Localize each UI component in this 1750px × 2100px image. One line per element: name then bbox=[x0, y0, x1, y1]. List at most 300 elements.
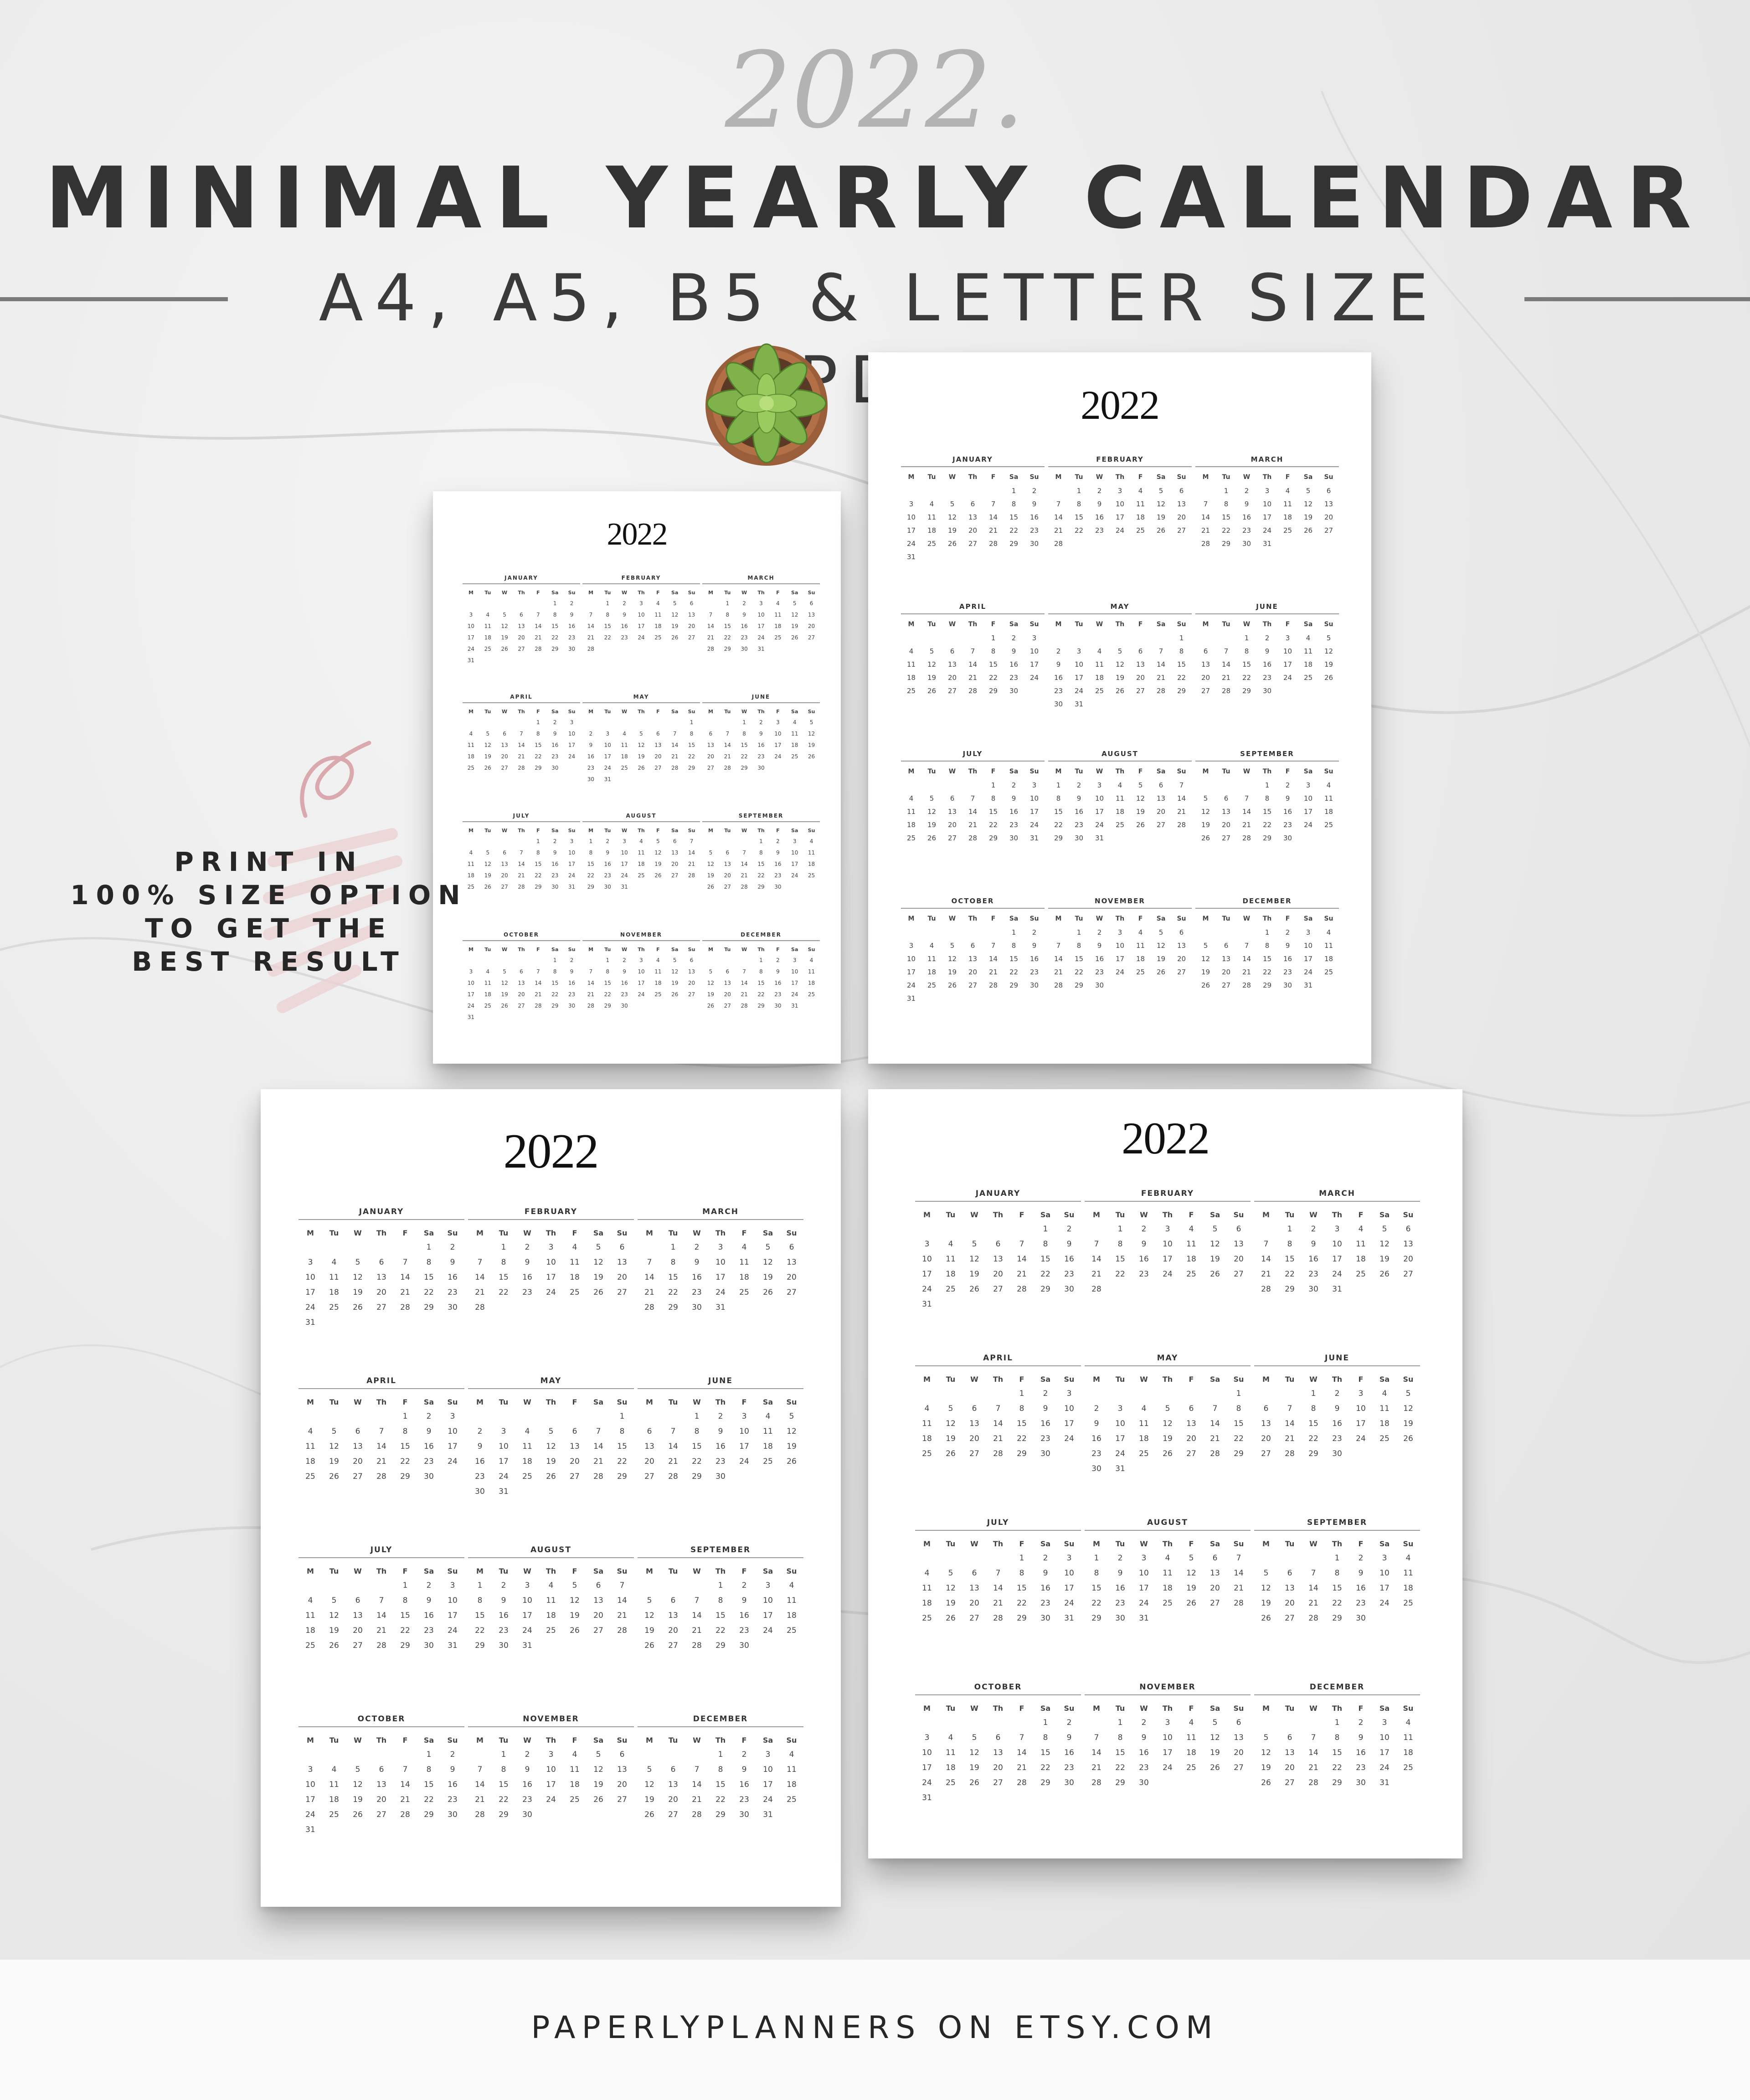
day-cell: 11 bbox=[654, 612, 662, 618]
day-cell: 4 bbox=[548, 1581, 554, 1590]
day-cell: 8 bbox=[553, 612, 557, 618]
weekday-header: Tu bbox=[604, 709, 611, 715]
weekday-header: F bbox=[402, 1736, 408, 1745]
day-cell: 17 bbox=[1064, 1584, 1074, 1593]
day-cell: 29 bbox=[604, 1003, 611, 1009]
day-cell: 5 bbox=[972, 1240, 977, 1249]
weekday-header: Su bbox=[808, 709, 815, 715]
day-cell: 26 bbox=[947, 540, 957, 548]
day-cell: 27 bbox=[969, 1614, 979, 1623]
weekday-header: Sa bbox=[1009, 474, 1019, 481]
day-cell: 26 bbox=[946, 1614, 956, 1623]
weekday-header: F bbox=[656, 590, 660, 596]
day-cell: 2 bbox=[1244, 487, 1249, 495]
day-cell: 30 bbox=[499, 1641, 509, 1650]
day-cell: 17 bbox=[715, 1273, 726, 1282]
weekday-header: Sa bbox=[593, 1229, 604, 1237]
day-cell: 27 bbox=[1221, 981, 1231, 989]
day-cell: 29 bbox=[988, 687, 998, 695]
day-cell: 18 bbox=[522, 1457, 532, 1466]
weekday-header: Su bbox=[1177, 768, 1186, 775]
day-cell: 26 bbox=[969, 1778, 979, 1787]
day-cell: 6 bbox=[1212, 1554, 1218, 1563]
month-block bbox=[638, 1205, 803, 1330]
day-cell: 9 bbox=[1097, 500, 1102, 508]
day-cell: 27 bbox=[808, 634, 815, 641]
weekday-header: M bbox=[1093, 1375, 1100, 1384]
day-cell: 10 bbox=[906, 513, 916, 521]
day-cell: 23 bbox=[1115, 1599, 1125, 1608]
day-cell: 21 bbox=[1054, 968, 1063, 976]
day-cell: 6 bbox=[789, 1243, 794, 1252]
month-name: MAY bbox=[1157, 1354, 1179, 1363]
day-cell: 23 bbox=[522, 1288, 532, 1297]
day-cell: 27 bbox=[947, 687, 957, 695]
weekday-header: Tu bbox=[724, 709, 731, 715]
weekday-header: Tu bbox=[1115, 1704, 1125, 1713]
day-cell: 3 bbox=[1032, 781, 1037, 789]
day-cell: 5 bbox=[331, 1596, 337, 1605]
day-cell: 7 bbox=[1019, 1733, 1024, 1742]
day-cell: 15 bbox=[1262, 955, 1272, 963]
day-cell: 15 bbox=[741, 742, 748, 748]
day-cell: 21 bbox=[671, 753, 679, 760]
day-cell: 16 bbox=[499, 1611, 509, 1620]
day-cell: 21 bbox=[692, 1626, 702, 1635]
day-cell: 12 bbox=[791, 612, 798, 618]
day-cell: 10 bbox=[305, 1780, 315, 1789]
day-cell: 11 bbox=[329, 1273, 339, 1282]
weekday-header: W bbox=[741, 709, 747, 715]
weekday-header: Th bbox=[546, 1398, 556, 1406]
day-cell: 4 bbox=[1097, 647, 1102, 655]
day-cell: 22 bbox=[475, 1626, 485, 1635]
day-cell: 13 bbox=[724, 980, 731, 986]
day-cell: 11 bbox=[654, 968, 662, 975]
weekday-header: Th bbox=[1262, 915, 1272, 922]
day-cell: 21 bbox=[376, 1457, 386, 1466]
day-cell: 6 bbox=[726, 968, 730, 975]
day-cell: 3 bbox=[469, 968, 473, 975]
day-cell: 14 bbox=[1234, 1569, 1244, 1578]
day-cell: 4 bbox=[776, 600, 780, 607]
day-cell: 15 bbox=[715, 1611, 726, 1620]
day-cell: 13 bbox=[1403, 1240, 1413, 1249]
day-cell: 30 bbox=[1283, 834, 1292, 842]
weekday-header: W bbox=[523, 1736, 531, 1745]
day-cell: 21 bbox=[993, 1599, 1003, 1608]
day-cell: 27 bbox=[501, 765, 508, 771]
weekday-header: M bbox=[923, 1210, 931, 1219]
weekday-header: F bbox=[536, 709, 540, 715]
weekday-header: Su bbox=[568, 590, 576, 596]
month-name: MAY bbox=[540, 1376, 562, 1385]
day-cell: 18 bbox=[467, 872, 475, 879]
day-cell: 20 bbox=[1234, 1748, 1244, 1757]
day-cell: 29 bbox=[1285, 1285, 1295, 1294]
day-cell: 31 bbox=[621, 884, 628, 890]
day-cell: 11 bbox=[546, 1596, 556, 1605]
day-cell: 31 bbox=[906, 994, 916, 1003]
day-cell: 6 bbox=[972, 1569, 977, 1578]
day-cell: 30 bbox=[741, 646, 748, 652]
day-cell: 16 bbox=[1064, 1748, 1074, 1757]
day-cell: 24 bbox=[1115, 526, 1125, 535]
day-cell: 19 bbox=[1136, 808, 1145, 816]
day-cell: 3 bbox=[639, 957, 643, 963]
day-cell: 14 bbox=[688, 849, 695, 856]
day-cell: 29 bbox=[1308, 1449, 1318, 1458]
day-cell: 24 bbox=[1332, 1270, 1342, 1279]
weekday-header: Sa bbox=[551, 709, 559, 715]
day-cell: 26 bbox=[329, 1472, 339, 1481]
weekday-header: W bbox=[970, 1539, 978, 1548]
day-cell: 21 bbox=[1017, 1763, 1027, 1772]
weekday-header: Tu bbox=[668, 1229, 678, 1237]
day-cell: 17 bbox=[305, 1795, 315, 1804]
day-cell: 9 bbox=[1244, 500, 1249, 508]
day-cell: 29 bbox=[551, 646, 559, 652]
day-cell: 31 bbox=[1074, 700, 1084, 708]
day-cell: 20 bbox=[947, 821, 957, 829]
weekday-header: W bbox=[1243, 621, 1251, 628]
weekday-header: Su bbox=[786, 1398, 797, 1406]
weekday-header: Sa bbox=[671, 947, 679, 952]
day-cell: 17 bbox=[791, 861, 798, 867]
day-cell: 19 bbox=[546, 1457, 556, 1466]
day-cell: 28 bbox=[688, 872, 695, 879]
day-cell: 30 bbox=[568, 1003, 576, 1009]
day-cell: 26 bbox=[927, 687, 937, 695]
weekday-header: Th bbox=[518, 947, 525, 952]
weekday-header: Sa bbox=[762, 1398, 773, 1406]
day-cell: 1 bbox=[1117, 1718, 1123, 1727]
day-cell: 20 bbox=[1156, 808, 1166, 816]
day-cell: 4 bbox=[793, 719, 797, 726]
day-cell: 14 bbox=[376, 1611, 386, 1620]
weekday-header: Tu bbox=[604, 828, 611, 834]
day-cell: 12 bbox=[946, 1584, 956, 1593]
month-block bbox=[463, 692, 580, 785]
day-cell: 8 bbox=[1011, 500, 1016, 508]
day-cell: 24 bbox=[1379, 1599, 1390, 1608]
day-cell: 1 bbox=[501, 1243, 506, 1252]
day-cell: 25 bbox=[1186, 1763, 1196, 1772]
weekday-header: Su bbox=[1403, 1210, 1414, 1219]
day-cell: 8 bbox=[991, 647, 996, 655]
day-cell: 7 bbox=[1212, 1404, 1218, 1413]
day-cell: 28 bbox=[692, 1810, 702, 1819]
day-cell: 7 bbox=[536, 612, 540, 618]
day-cell: 19 bbox=[638, 753, 645, 760]
day-cell: 5 bbox=[1158, 487, 1163, 495]
day-cell: 25 bbox=[791, 753, 798, 760]
day-cell: 11 bbox=[1139, 1419, 1149, 1428]
day-cell: 8 bbox=[536, 849, 540, 856]
weekday-header: Sa bbox=[423, 1736, 434, 1745]
day-cell: 8 bbox=[1117, 1733, 1123, 1742]
day-cell: 20 bbox=[518, 634, 525, 641]
day-cell: 27 bbox=[1261, 1449, 1271, 1458]
weekday-header: Tu bbox=[1115, 1539, 1125, 1548]
day-cell: 19 bbox=[808, 742, 815, 748]
day-cell: 22 bbox=[1017, 1599, 1027, 1608]
day-cell: 15 bbox=[724, 623, 731, 629]
day-cell: 9 bbox=[1043, 1569, 1048, 1578]
weekday-header: Sa bbox=[423, 1567, 434, 1575]
weekday-header: W bbox=[693, 1567, 701, 1575]
day-cell: 2 bbox=[606, 838, 610, 844]
day-cell: 31 bbox=[448, 1641, 458, 1650]
weekday-header: Sa bbox=[423, 1398, 434, 1406]
day-cell: 19 bbox=[654, 861, 662, 867]
day-cell: 30 bbox=[1262, 687, 1272, 695]
day-cell: 5 bbox=[656, 838, 660, 844]
day-cell: 9 bbox=[553, 849, 557, 856]
day-cell: 29 bbox=[400, 1641, 410, 1650]
weekday-header: Tu bbox=[499, 1567, 509, 1575]
month-name: MAY bbox=[633, 694, 649, 700]
weekday-header: Su bbox=[1177, 915, 1186, 922]
day-cell: 27 bbox=[947, 834, 957, 842]
day-cell: 6 bbox=[970, 500, 975, 508]
day-cell: 15 bbox=[757, 980, 765, 986]
weekday-header: W bbox=[970, 1704, 978, 1713]
weekday-header: Su bbox=[1403, 1375, 1414, 1384]
day-cell: 25 bbox=[906, 687, 916, 695]
month-block bbox=[1048, 895, 1192, 1005]
weekday-header: F bbox=[402, 1398, 408, 1406]
day-cell: 19 bbox=[707, 991, 715, 998]
footer-shop-link[interactable]: PAPERLYPLANNERS ON ETSY.COM bbox=[531, 2010, 1219, 2046]
day-cell: 29 bbox=[1017, 1614, 1027, 1623]
day-cell: 5 bbox=[765, 1243, 771, 1252]
day-cell: 25 bbox=[927, 981, 937, 989]
day-cell: 18 bbox=[621, 753, 628, 760]
day-cell: 26 bbox=[707, 1003, 715, 1009]
day-cell: 16 bbox=[1356, 1584, 1366, 1593]
day-cell: 5 bbox=[1326, 634, 1331, 642]
month-block bbox=[901, 748, 1045, 858]
day-cell: 15 bbox=[988, 808, 998, 816]
day-cell: 13 bbox=[1261, 1419, 1271, 1428]
day-cell: 2 bbox=[1043, 1554, 1048, 1563]
day-cell: 29 bbox=[1091, 1614, 1101, 1623]
sheet-year-title: 2022 bbox=[503, 1124, 598, 1179]
weekday-header: F bbox=[991, 768, 996, 775]
month-name: JANUARY bbox=[504, 575, 538, 581]
day-cell: 25 bbox=[467, 884, 475, 890]
day-cell: 10 bbox=[546, 1258, 556, 1267]
day-cell: 20 bbox=[668, 1795, 678, 1804]
day-cell: 28 bbox=[644, 1303, 654, 1312]
day-cell: 4 bbox=[525, 1427, 530, 1436]
day-cell: 1 bbox=[1019, 1554, 1024, 1563]
weekday-header: M bbox=[1055, 768, 1062, 775]
weekday-header: Tu bbox=[724, 590, 731, 596]
weekday-header: M bbox=[468, 590, 474, 596]
day-cell: 10 bbox=[467, 623, 475, 629]
day-cell: 13 bbox=[993, 1748, 1003, 1757]
day-cell: 26 bbox=[593, 1795, 603, 1804]
day-cell: 16 bbox=[475, 1457, 485, 1466]
day-cell: 7 bbox=[536, 968, 540, 975]
day-cell: 6 bbox=[1224, 942, 1229, 950]
day-cell: 23 bbox=[499, 1626, 509, 1635]
day-cell: 21 bbox=[1156, 674, 1166, 682]
weekday-header: F bbox=[572, 1398, 577, 1406]
weekday-header: Th bbox=[1162, 1210, 1173, 1219]
day-cell: 27 bbox=[668, 1810, 678, 1819]
day-cell: 22 bbox=[1054, 821, 1063, 829]
day-cell: 23 bbox=[551, 753, 559, 760]
month-block bbox=[1254, 1681, 1420, 1806]
month-divider bbox=[1254, 1530, 1420, 1531]
day-cell: 17 bbox=[1115, 955, 1125, 963]
day-cell: 30 bbox=[757, 765, 765, 771]
month-divider bbox=[1085, 1694, 1251, 1695]
print-note-line: 100% SIZE OPTION bbox=[70, 880, 468, 911]
weekday-header: Th bbox=[757, 709, 765, 715]
day-cell: 26 bbox=[638, 765, 645, 771]
day-cell: 26 bbox=[1303, 526, 1313, 535]
day-cell: 24 bbox=[305, 1810, 315, 1819]
day-cell: 6 bbox=[995, 1240, 1001, 1249]
weekday-header: F bbox=[1285, 915, 1290, 922]
day-cell: 12 bbox=[947, 955, 957, 963]
day-cell: 19 bbox=[1115, 674, 1125, 682]
day-cell: 1 bbox=[1043, 1225, 1048, 1234]
day-cell: 28 bbox=[1221, 687, 1231, 695]
day-cell: 7 bbox=[1019, 1240, 1024, 1249]
day-cell: 10 bbox=[522, 1596, 532, 1605]
day-cell: 16 bbox=[448, 1780, 458, 1789]
day-cell: 22 bbox=[1074, 526, 1084, 535]
day-cell: 17 bbox=[1163, 1255, 1173, 1264]
day-cell: 26 bbox=[484, 765, 491, 771]
day-cell: 24 bbox=[1029, 674, 1039, 682]
weekday-header: Tu bbox=[668, 1398, 678, 1406]
weekday-header: M bbox=[908, 915, 915, 922]
month-divider bbox=[915, 1530, 1081, 1531]
day-cell: 11 bbox=[791, 731, 798, 737]
day-cell: 23 bbox=[739, 1795, 749, 1804]
day-cell: 17 bbox=[906, 968, 916, 976]
day-cell: 21 bbox=[400, 1288, 410, 1297]
day-cell: 16 bbox=[522, 1780, 532, 1789]
day-cell: 15 bbox=[535, 861, 542, 867]
day-cell: 23 bbox=[424, 1457, 434, 1466]
day-cell: 24 bbox=[568, 872, 576, 879]
day-cell: 6 bbox=[670, 1765, 676, 1774]
day-cell: 2 bbox=[623, 600, 626, 607]
day-cell: 4 bbox=[741, 1243, 747, 1252]
day-cell: 13 bbox=[1221, 808, 1231, 816]
weekday-header: Tu bbox=[329, 1736, 339, 1745]
day-cell: 14 bbox=[1308, 1584, 1318, 1593]
day-cell: 3 bbox=[1097, 781, 1102, 789]
day-cell: 28 bbox=[1308, 1614, 1318, 1623]
month-name: OCTOBER bbox=[951, 897, 994, 905]
weekday-header: Th bbox=[638, 709, 645, 715]
day-cell: 2 bbox=[450, 1243, 455, 1252]
weekday-header: F bbox=[1138, 915, 1143, 922]
day-cell: 21 bbox=[993, 1434, 1003, 1443]
weekday-header: Th bbox=[993, 1704, 1004, 1713]
day-cell: 25 bbox=[1136, 526, 1145, 535]
month-block bbox=[638, 1374, 803, 1499]
day-cell: 31 bbox=[467, 657, 475, 664]
weekday-header: M bbox=[1202, 915, 1209, 922]
day-cell: 13 bbox=[1285, 1748, 1295, 1757]
day-cell: 22 bbox=[499, 1288, 509, 1297]
day-cell: 29 bbox=[757, 1003, 765, 1009]
weekday-header: W bbox=[354, 1398, 362, 1406]
month-divider bbox=[468, 1388, 634, 1389]
day-cell: 7 bbox=[1056, 942, 1061, 950]
day-cell: 2 bbox=[1056, 647, 1061, 655]
day-cell: 5 bbox=[1158, 928, 1163, 937]
day-cell: 12 bbox=[969, 1255, 979, 1264]
day-cell: 23 bbox=[1009, 674, 1019, 682]
day-cell: 25 bbox=[621, 765, 628, 771]
weekday-header: M bbox=[1093, 1539, 1100, 1548]
day-cell: 23 bbox=[551, 872, 559, 879]
day-cell: 11 bbox=[1379, 1404, 1390, 1413]
day-cell: 3 bbox=[1265, 487, 1270, 495]
day-cell: 25 bbox=[484, 1003, 491, 1009]
day-cell: 19 bbox=[501, 991, 508, 998]
day-cell: 27 bbox=[1186, 1449, 1196, 1458]
day-cell: 17 bbox=[1356, 1419, 1366, 1428]
day-cell: 27 bbox=[707, 765, 715, 771]
day-cell: 21 bbox=[1201, 526, 1210, 535]
day-cell: 26 bbox=[969, 1285, 979, 1294]
day-cell: 17 bbox=[638, 980, 645, 986]
day-cell: 18 bbox=[1186, 1748, 1196, 1757]
print-note-line: PRINT IN bbox=[174, 846, 364, 877]
weekday-header: F bbox=[536, 590, 540, 596]
day-cell: 12 bbox=[1261, 1748, 1271, 1757]
day-cell: 7 bbox=[589, 968, 593, 975]
month-divider bbox=[1195, 613, 1339, 614]
day-cell: 23 bbox=[1308, 1270, 1318, 1279]
day-cell: 14 bbox=[1017, 1255, 1027, 1264]
day-cell: 20 bbox=[724, 991, 731, 998]
day-cell: 3 bbox=[1066, 1554, 1072, 1563]
month-block bbox=[702, 811, 820, 904]
month-block bbox=[915, 1516, 1081, 1641]
day-cell: 14 bbox=[1156, 660, 1166, 669]
weekday-header: Tu bbox=[604, 947, 611, 952]
day-cell: 11 bbox=[1324, 794, 1333, 803]
day-cell: 9 bbox=[1141, 1240, 1147, 1249]
day-cell: 1 bbox=[589, 838, 593, 844]
day-cell: 28 bbox=[518, 884, 525, 890]
weekday-header: Su bbox=[617, 1567, 628, 1575]
day-cell: 19 bbox=[1379, 1255, 1390, 1264]
day-cell: 4 bbox=[1117, 781, 1122, 789]
day-cell: 30 bbox=[551, 884, 559, 890]
weekday-header: Sa bbox=[671, 828, 679, 834]
day-cell: 14 bbox=[1017, 1748, 1027, 1757]
day-cell: 14 bbox=[400, 1780, 410, 1789]
day-cell: 14 bbox=[1054, 955, 1063, 963]
day-cell: 3 bbox=[909, 942, 914, 950]
day-cell: 20 bbox=[968, 526, 978, 535]
day-cell: 4 bbox=[486, 612, 490, 618]
day-cell: 8 bbox=[1287, 1240, 1292, 1249]
